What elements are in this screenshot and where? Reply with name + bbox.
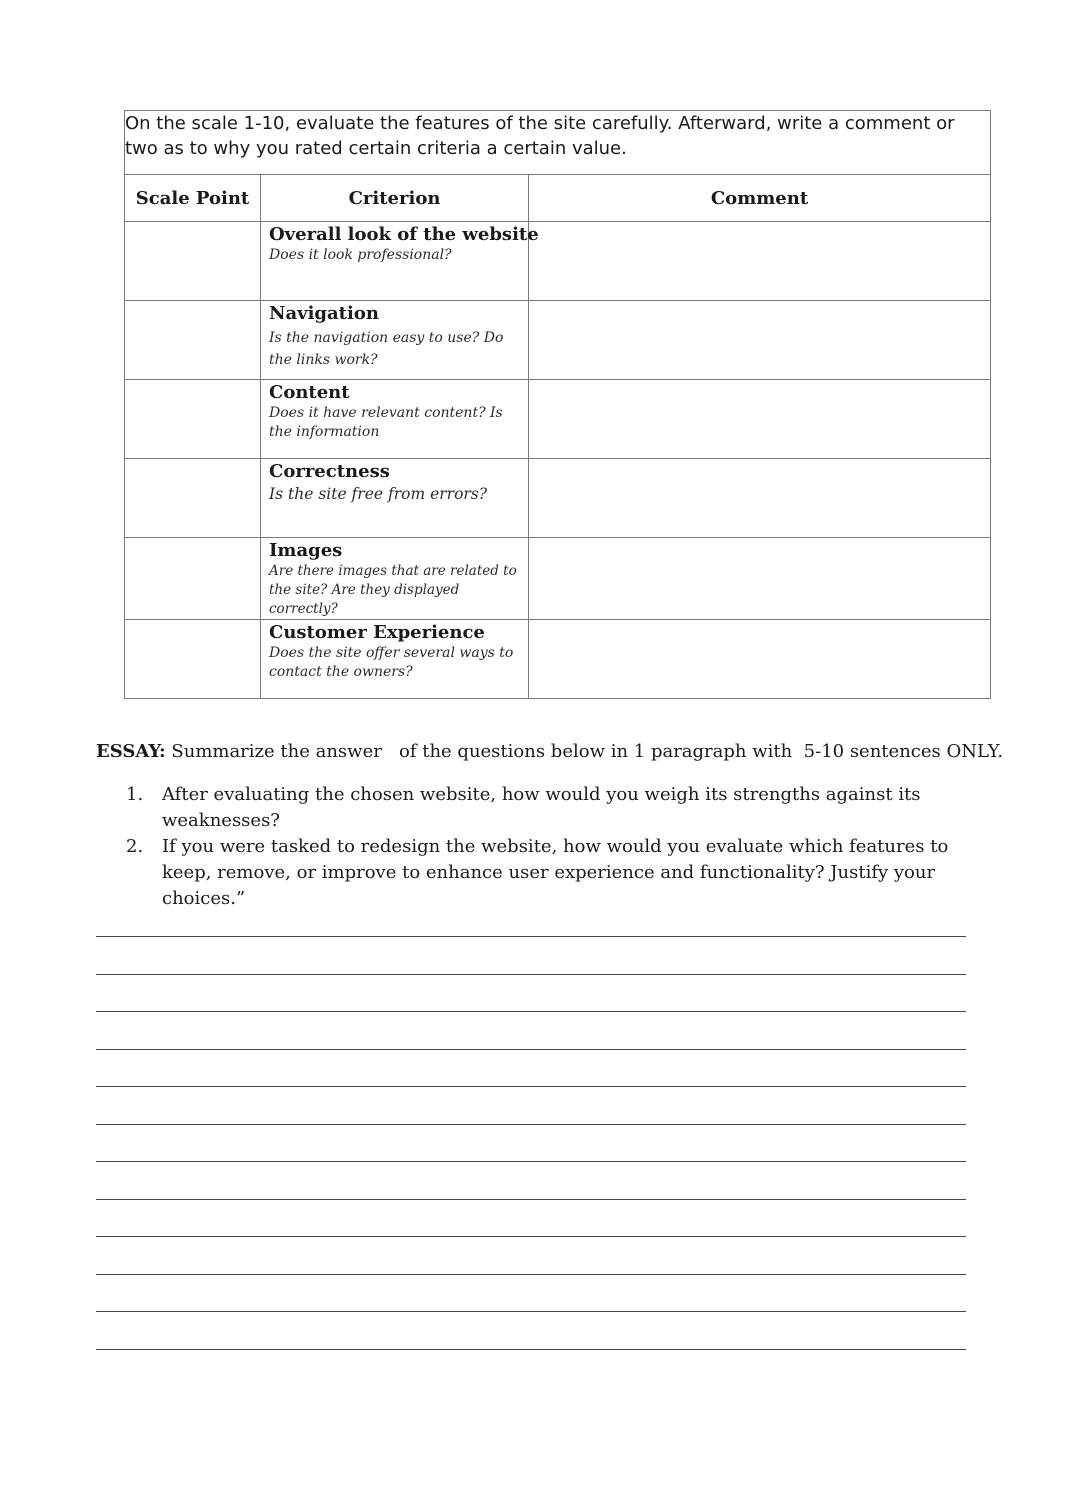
answer-line[interactable] — [96, 1161, 966, 1162]
criterion-cell — [261, 301, 529, 380]
header-criterion: Criterion — [261, 175, 529, 222]
table-row — [125, 301, 991, 380]
criterion-cell — [261, 459, 529, 538]
question-text: After evaluating the chosen website, how would you weigh its strengths against its weaknesses? — [162, 784, 921, 831]
criterion-cell — [261, 380, 529, 459]
criterion-title: Overall look of the website — [269, 224, 539, 245]
criterion-description: Is the navigation easy to use? Do the links work? — [269, 330, 504, 368]
table-row — [125, 459, 991, 538]
comment-cell[interactable] — [529, 222, 991, 301]
scale-point-cell[interactable] — [125, 459, 261, 538]
table-row — [125, 538, 991, 620]
criterion-description: Is the site free from errors? — [269, 485, 488, 503]
answer-line[interactable] — [96, 1274, 966, 1275]
list-item — [124, 782, 1024, 834]
scale-point-cell[interactable] — [125, 222, 261, 301]
answer-line[interactable] — [96, 1086, 966, 1087]
comment-cell[interactable] — [529, 380, 991, 459]
question-number: 2. — [126, 836, 144, 857]
question-number: 1. — [126, 784, 144, 805]
criterion-cell — [261, 620, 529, 699]
criterion-cell — [261, 222, 539, 301]
criterion-cell — [261, 538, 529, 620]
answer-line[interactable] — [96, 1199, 966, 1200]
criterion-title: Navigation — [269, 303, 379, 324]
criterion-description: Are there images that are related to the site? Are they displayed correctly? — [269, 563, 517, 617]
table-row — [125, 620, 991, 699]
comment-cell[interactable] — [529, 301, 991, 380]
scale-point-cell[interactable] — [125, 380, 261, 459]
essay-label: ESSAY: — [96, 741, 166, 762]
criterion-description: Does it look professional? — [269, 247, 452, 263]
answer-lines[interactable] — [96, 936, 966, 1386]
answer-line[interactable] — [96, 1236, 966, 1237]
evaluation-table — [124, 110, 991, 699]
comment-cell[interactable] — [529, 459, 991, 538]
criterion-title: Customer Experience — [269, 622, 485, 643]
header-comment: Comment — [529, 175, 991, 222]
answer-line[interactable] — [96, 1011, 966, 1012]
comment-cell[interactable] — [529, 538, 991, 620]
criterion-title: Content — [269, 382, 350, 403]
criterion-title: Images — [269, 540, 343, 561]
table-row — [125, 222, 991, 301]
scale-point-cell[interactable] — [125, 620, 261, 699]
essay-instruction-text: Summarize the answer of the questions below in 1 paragraph with 5-10 sentences ONLY. — [165, 741, 1004, 762]
criterion-description: Does the site offer several ways to contact the owners? — [269, 645, 514, 680]
header-scale-point: Scale Point — [125, 175, 261, 222]
answer-line[interactable] — [96, 1349, 966, 1350]
answer-line[interactable] — [96, 1049, 966, 1050]
answer-line[interactable] — [96, 1311, 966, 1312]
table-row — [125, 380, 991, 459]
comment-cell[interactable] — [529, 620, 991, 699]
answer-line[interactable] — [96, 1124, 966, 1125]
essay-instruction — [96, 740, 1003, 764]
answer-line[interactable] — [96, 936, 966, 937]
scale-point-cell[interactable] — [125, 538, 261, 620]
scale-point-cell[interactable] — [125, 301, 261, 380]
criterion-title: Correctness — [269, 461, 390, 482]
question-text: If you were tasked to redesign the website, how would you evaluate which features to keep, remove, or improve to enhance user experience and functionality? Justify your choices.” — [162, 836, 949, 909]
essay-questions — [124, 782, 1024, 912]
table-instructions: On the scale 1-10, evaluate the features of the site carefully. Afterward, write a comment or two as to why you rated certain criteria a certain value. — [125, 111, 991, 175]
criterion-description: Does it have relevant content? Is the information — [269, 405, 503, 440]
answer-line[interactable] — [96, 974, 966, 975]
list-item — [124, 834, 978, 912]
